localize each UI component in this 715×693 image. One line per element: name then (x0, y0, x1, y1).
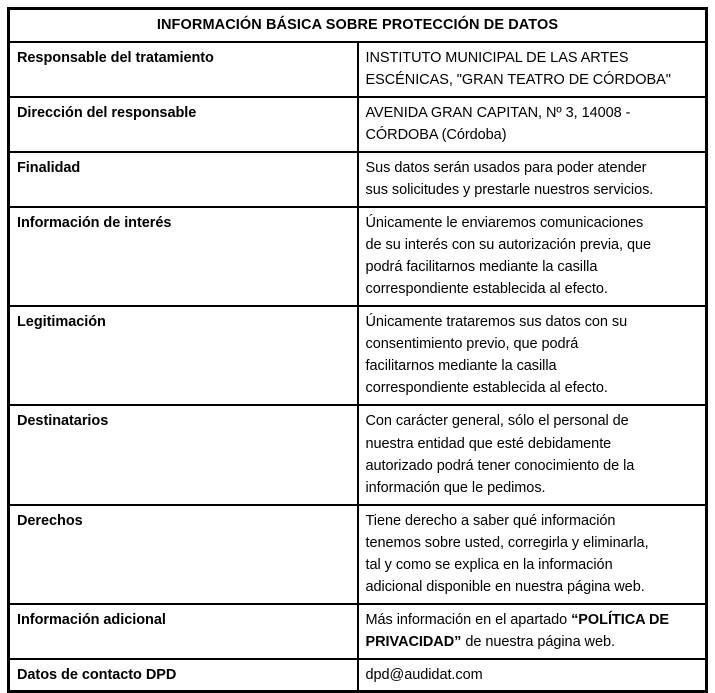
table-row (9, 659, 707, 692)
row-value (358, 207, 707, 306)
row-value-line: autorizado podrá tener conocimiento de la (365, 457, 635, 474)
row-label: Responsable del tratamiento (9, 42, 358, 97)
row-label: Legitimación (9, 306, 358, 405)
row-value-line: consentimiento previo, que podrá (365, 336, 579, 353)
table-row (9, 505, 707, 604)
row-value-line: nuestra entidad que esté debidamente (365, 435, 612, 452)
row-label: Finalidad (9, 152, 358, 207)
table-row (9, 207, 707, 306)
row-value-line: dpd@audidat.com (365, 666, 483, 683)
row-value-line: correspondiente establecida al efecto. (365, 281, 608, 298)
row-value-line: CÓRDOBA (Córdoba) (365, 127, 507, 144)
row-value-line: facilitarnos mediante la casilla (365, 358, 557, 375)
table-body (9, 9, 707, 692)
table-row (9, 306, 707, 405)
row-value-line: tenemos sobre usted, corregirla y eliminarla, (365, 534, 649, 551)
row-value-line: AVENIDA GRAN CAPITAN, Nº 3, 14008 - (365, 105, 631, 122)
row-value (358, 152, 707, 207)
row-value-line: Sus datos serán usados para poder atender (365, 160, 647, 177)
row-value (358, 505, 707, 604)
table-header-row (9, 9, 707, 43)
row-value (358, 306, 707, 405)
row-value (358, 659, 707, 692)
row-value-line: Con carácter general, sólo el personal de (365, 413, 629, 430)
row-value-line: Únicamente trataremos sus datos con su (365, 314, 628, 331)
row-label: Derechos (9, 505, 358, 604)
row-value-line: Tiene derecho a saber qué información (365, 512, 616, 529)
row-value (358, 604, 707, 659)
row-label: Destinatarios (9, 405, 358, 504)
table-row (9, 152, 707, 207)
table-row (9, 604, 707, 659)
table-row (9, 97, 707, 152)
row-value-text: de nuestra página web. (461, 633, 615, 650)
row-value-line: correspondiente establecida al efecto. (365, 380, 608, 397)
row-value (358, 405, 707, 504)
table-row (9, 42, 707, 97)
row-label: Información adicional (9, 604, 358, 659)
row-value-text: Más información en el apartado (365, 611, 572, 628)
row-value-line: ESCÉNICAS, "GRAN TEATRO DE CÓRDOBA" (365, 72, 671, 89)
row-value (358, 97, 707, 152)
row-value (358, 42, 707, 97)
row-label: Información de interés (9, 207, 358, 306)
row-value-line: de su interés con su autorización previa, que (365, 237, 652, 254)
table-title: INFORMACIÓN BÁSICA SOBRE PROTECCIÓN DE DATOS (9, 9, 707, 43)
row-label: Dirección del responsable (9, 97, 358, 152)
row-value-line: información que le pedimos. (365, 479, 546, 496)
row-value-line: tal y como se explica en la información (365, 556, 613, 573)
data-protection-table (7, 7, 708, 693)
row-value-line: Únicamente le enviaremos comunicaciones (365, 215, 644, 232)
row-value-line: adicional disponible en nuestra página web. (365, 578, 645, 595)
row-value-line: INSTITUTO MUNICIPAL DE LAS ARTES (365, 50, 629, 67)
row-value-line: sus solicitudes y prestarle nuestros servicios. (365, 182, 654, 199)
row-value-emphasis: “POLÍTICA DE PRIVACIDAD” (365, 611, 670, 650)
row-value-line: podrá facilitarnos mediante la casilla (365, 259, 598, 276)
row-label: Datos de contacto DPD (9, 659, 358, 692)
table-row (9, 405, 707, 504)
